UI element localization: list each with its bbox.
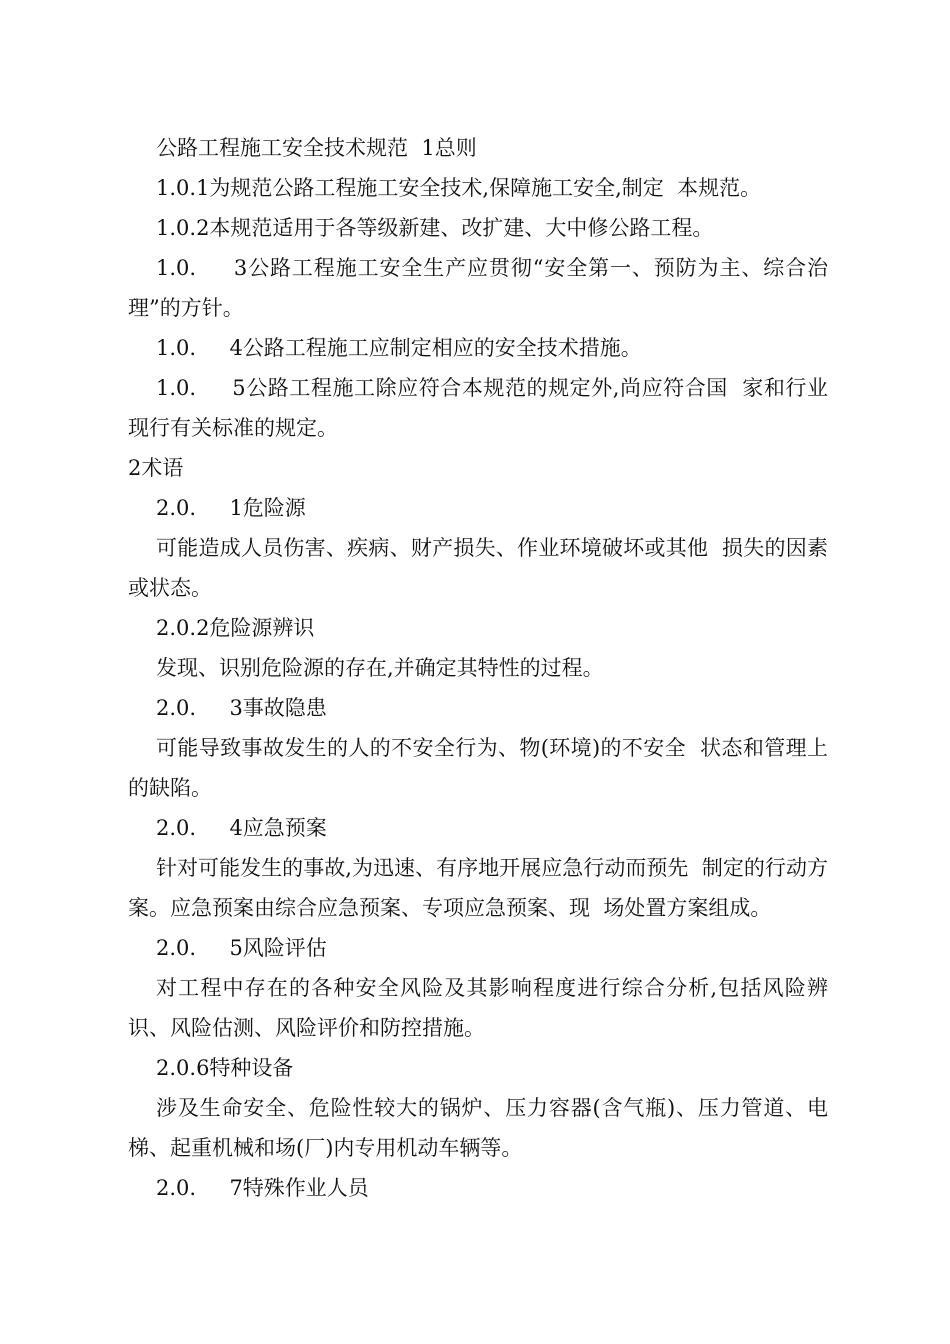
paragraph-1-0-4: 1.0. 4公路工程施工应制定相应的安全技术措施。 (156, 336, 642, 360)
section-heading-terms: 2术语 (128, 456, 184, 480)
paragraph-1-0-3: 1.0. 3公路工程施工安全生产应贯彻“安全第一、预防为主、综合治理”的方针。 (128, 256, 828, 320)
term-definition-2-0-4: 针对可能发生的事故,为迅速、有序地开展应急行动而预先 制定的行动方案。应急预案由综合应急预案、专项应急预案、现 场处置方案组成。 (128, 856, 828, 920)
term-definition-2-0-2: 发现、识别危险源的存在,并确定其特性的过程。 (156, 656, 604, 680)
term-heading-2-0-2: 2.0.2危险源辨识 (156, 616, 315, 640)
term-definition-2-0-5: 对工程中存在的各种安全风险及其影响程度进行综合分析,包括风险辨识、风险估测、风险评价和防控措施。 (128, 976, 828, 1040)
term-heading-2-0-6: 2.0.6特种设备 (156, 1056, 294, 1080)
paragraph-1-0-1: 1.0.1为规范公路工程施工安全技术,保障施工安全,制定 本规范。 (156, 176, 762, 200)
term-definition-2-0-6: 涉及生命安全、危险性较大的锅炉、压力容器(含气瓶)、压力管道、电梯、起重机械和场(厂)内专用机动车辆等。 (128, 1096, 828, 1160)
term-heading-2-0-1: 2.0. 1危险源 (156, 496, 306, 520)
document-body (128, 128, 828, 1208)
term-heading-2-0-4: 2.0. 4应急预案 (156, 816, 327, 840)
paragraph-title: 公路工程施工安全技术规范 1总则 (156, 136, 477, 160)
term-heading-2-0-5: 2.0. 5风险评估 (156, 936, 327, 960)
term-heading-2-0-3: 2.0. 3事故隐患 (156, 696, 327, 720)
paragraph-1-0-5: 1.0. 5公路工程施工除应符合本规范的规定外,尚应符合国 家和行业现行有关标准的规定。 (128, 376, 828, 440)
term-heading-2-0-7: 2.0. 7特殊作业人员 (156, 1176, 369, 1200)
term-definition-2-0-3: 可能导致事故发生的人的不安全行为、物(环境)的不安全 状态和管理上的缺陷。 (128, 736, 828, 800)
paragraph-1-0-2: 1.0.2本规范适用于各等级新建、改扩建、大中修公路工程。 (156, 216, 714, 240)
term-definition-2-0-1: 可能造成人员伤害、疾病、财产损失、作业环境破坏或其他 损失的因素或状态。 (128, 536, 828, 600)
